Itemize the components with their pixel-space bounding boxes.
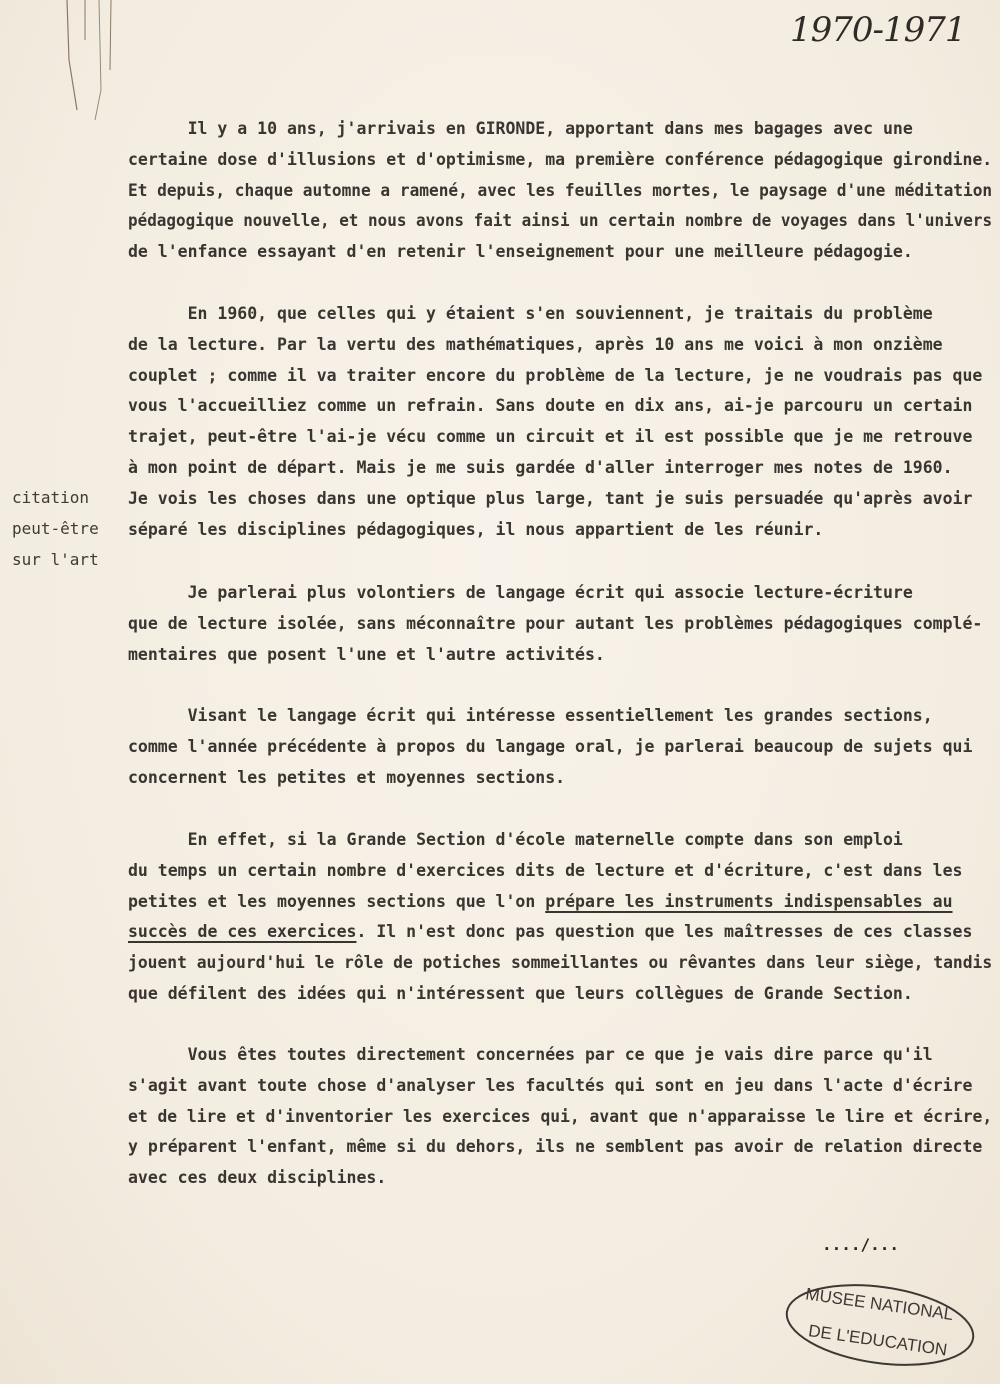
stamp-line-1: MUSEE NATIONAL <box>804 1284 955 1324</box>
margin-note-line-3: sur l'art <box>12 550 99 569</box>
text-line: que de lecture isolée, sans méconnaître pour autant les problèmes pédagogiques complé- <box>128 613 983 633</box>
text-line: de l'enfance essayant d'en retenir l'enseignement pour une meilleure pédagogie. <box>128 242 913 262</box>
text-line: séparé les disciplines pédagogiques, il nous appartient de les réunir. <box>128 519 824 539</box>
text-line: Vous êtes toutes directement concernées par ce que je vais dire parce qu'il <box>128 1045 933 1064</box>
text-line: s'agit avant toute chose d'analyser les facultés qui sont en jeu dans l'acte d'écrire <box>128 1075 973 1095</box>
text-line: avec ces deux disciplines. <box>128 1168 387 1188</box>
text-line: comme l'année précédente à propos du langage oral, je parlerai beaucoup de sujets qui <box>128 736 973 756</box>
text-line: de la lecture. Par la vertu des mathématiques, après 10 ans me voici à mon onzième <box>128 334 943 354</box>
text-line: Il y a 10 ans, j'arrivais en GIRONDE, apportant dans mes bagages avec une <box>128 119 913 138</box>
text-line: à mon point de départ. Mais je me suis gardée d'aller interroger mes notes de 1960. <box>128 458 953 477</box>
text-line: y préparent l'enfant, même si du dehors, ils ne semblent pas avoir de relation directe <box>128 1137 983 1157</box>
text-line: et de lire et d'inventorier les exercices qui, avant que n'apparaisse le lire et écrire, <box>128 1106 993 1126</box>
text-line: pédagogique nouvelle, et nous avons fait ainsi un certain nombre de voyages dans l'univers <box>128 211 993 231</box>
text-line: jouent aujourd'hui le rôle de potiches sommeillantes ou rêvantes dans leur siège, tandis <box>128 953 993 973</box>
binding-marks <box>55 0 135 130</box>
continuation-mark: ..../... <box>822 1235 900 1254</box>
text-line: Je parlerai plus volontiers de langage écrit qui associe lecture-écriture <box>128 583 913 602</box>
text-line: que défilent des idées qui n'intéressent que leurs collègues de Grande Section. <box>128 984 913 1003</box>
margin-note-line-1: citation <box>12 488 90 507</box>
text-line: trajet, peut-être l'ai-je vécu comme un circuit et il est possible que je me retrouve <box>128 427 973 447</box>
text-line: Et depuis, chaque automne a ramené, avec les feuilles mortes, le paysage d'une méditation <box>128 180 993 200</box>
text-line: Visant le langage écrit qui intéresse essentiellement les grandes sections, <box>128 706 933 725</box>
text-line: mentaires que posent l'une et l'autre activités. <box>128 644 605 664</box>
text-line: couplet ; comme il va traiter encore du problème de la lecture, je ne voudrais pas que <box>128 365 983 385</box>
text-line: succès de ces exercices. Il n'est donc pas question que les maîtresses de ces classes <box>128 922 973 942</box>
text-line: En 1960, que celles qui y étaient s'en souviennent, je traitais du problème <box>128 304 933 323</box>
text-line: du temps un certain nombre d'exercices dits de lecture et d'écriture, c'est dans les <box>128 860 963 880</box>
margin-note-line-2: peut-être <box>12 519 99 538</box>
text-line: concernent les petites et moyennes sections. <box>128 767 566 787</box>
text-line: certaine dose d'illusions et d'optimisme, ma première conférence pédagogique girondine. <box>128 149 993 169</box>
text-line: En effet, si la Grande Section d'école maternelle compte dans son emploi <box>128 830 903 849</box>
handwritten-date: 1970-1971 <box>790 10 966 50</box>
museum-stamp <box>780 1280 980 1370</box>
text-line: Je vois les choses dans une optique plus large, tant je suis persuadée qu'après avoir <box>128 488 973 508</box>
stamp-line-2: DE L'EDUCATION <box>807 1321 949 1360</box>
text-line: petites et les moyennes sections que l'on prépare les instruments indispensables au <box>128 891 953 911</box>
text-line: vous l'accueilliez comme un refrain. Sans doute en dix ans, ai-je parcouru un certain <box>128 396 973 416</box>
